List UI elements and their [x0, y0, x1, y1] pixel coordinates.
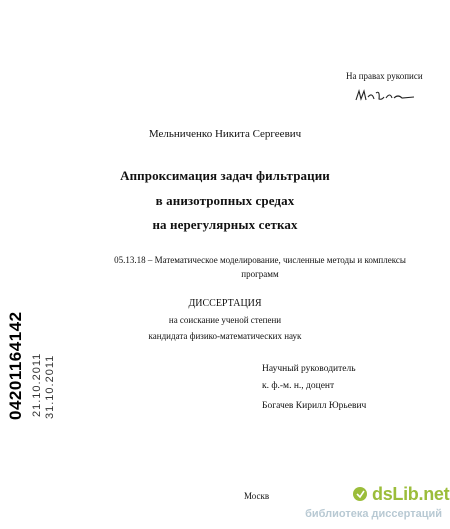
- rights-notice: На правах рукописи: [346, 71, 423, 81]
- handwritten-signature: [354, 88, 416, 104]
- thesis-title-line-1: Аппроксимация задач фильтрации: [120, 168, 330, 183]
- specialty-code: 05.13.18 – Математическое моделирование, численные методы и комплексы программ: [114, 255, 406, 279]
- supervisor-degree: к. ф.-м. н., доцент: [262, 381, 335, 391]
- supervisor-label: Научный руководитель: [262, 364, 356, 374]
- thesis-title-line-3: на нерегулярных сетках: [152, 217, 298, 232]
- dissertation-label: ДИССЕРТАЦИЯ: [188, 298, 262, 309]
- library-stamp-date-1: 21.10.2011: [31, 352, 43, 417]
- watermark-subtitle: библиотека диссертаций: [305, 508, 442, 520]
- library-stamp-date-2: 31.10.2011: [44, 354, 56, 419]
- city: Москв: [244, 491, 270, 501]
- author-name: Мельниченко Никита Сергеевич: [148, 128, 302, 140]
- thesis-title-line-2: в анизотропных средах: [155, 193, 295, 208]
- library-stamp-number: 04201164142: [6, 311, 25, 420]
- degree-line-2: кандидата физико-математических наук: [148, 331, 302, 341]
- watermark-brand: dsLib.net: [372, 484, 450, 504]
- supervisor-name: Богачев Кирилл Юрьевич: [262, 401, 367, 411]
- degree-line-1: на соискание ученой степени: [168, 315, 282, 325]
